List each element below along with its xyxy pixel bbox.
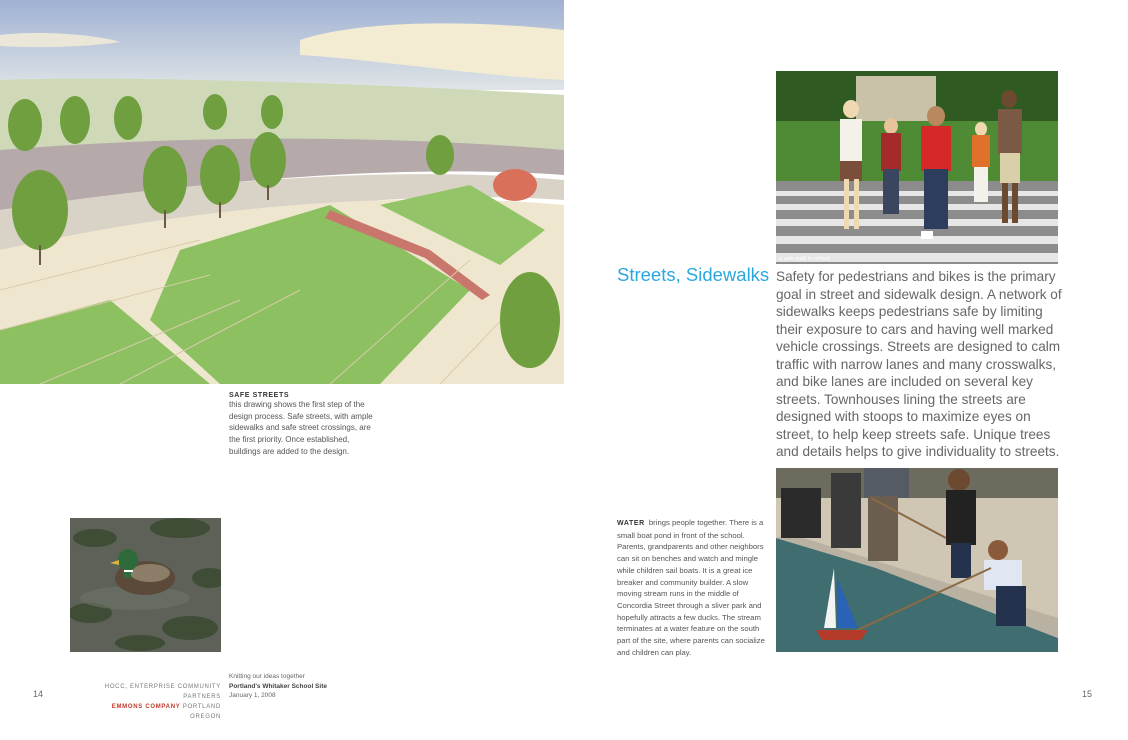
footer-location: PORTLAND OREGON — [182, 704, 221, 720]
footer-doc-title: Knitting our ideas together — [229, 673, 305, 680]
duck-photo — [70, 518, 221, 652]
water-caption-title: WATER — [617, 520, 645, 527]
boat-pond-photo-art — [776, 468, 1058, 652]
footer-doc-site: Portland's Whitaker School Site — [229, 682, 327, 690]
water-caption — [617, 517, 769, 658]
aerial-drawing — [0, 0, 564, 384]
footer-firm: EMMONS COMPANY — [111, 704, 181, 710]
kids-crosswalk-photo-art — [776, 71, 1058, 264]
duck-photo-art — [70, 518, 221, 652]
footer-firm-line — [90, 702, 221, 722]
section-body: Safety for pedestrians and bikes is the primary goal in street and sidewalk design. A network of sidewalks keeps pedestrians safe by limiting their exposure to cars and having well marked vehicle crossings. Streets are designed to calm traffic with narrow lanes and many crosswalks, and bike lanes are included on several key streets. Townhouses lining the streets are designed with stoops to maximize eyes on street, to help keep streets safe. Unique trees and details helps to give individuality to streets. — [776, 269, 1062, 459]
water-caption-body: brings people together. There is a small boat pond in front of the school. Parents, grandparents and other neighbors can sit on benches and watch and mingle while children sail boats. It is a great ice breaker and community builder. A slow moving stream runs in the middle of Concordia Street through a sliver park and hopefully attracts a few ducks. The stream terminates at a water feature on the south part of the site, where parents can socialize and children can play. — [617, 518, 765, 657]
page-number-right: 15 — [1082, 689, 1093, 699]
kids-crosswalk-photo — [776, 71, 1058, 264]
page-number-left: 14 — [33, 689, 44, 699]
footer-doc-date: January 1, 2008 — [229, 692, 276, 700]
boat-pond-photo — [776, 468, 1058, 652]
footer-partners: HOCC, ENTERPRISE COMMUNITY PARTNERS — [104, 684, 221, 700]
safe-streets-caption-title: SAFE STREETS — [229, 392, 290, 399]
safe-streets-caption-body: this drawing shows the first step of the design process. Safe streets, with ample sidewalks and safe street crossings, are the first priority. Once established, buildings are added to the design. — [229, 400, 373, 456]
footer-document-info — [229, 672, 429, 701]
footer-credits — [90, 682, 221, 722]
section-title: Streets, Sidewalks — [617, 264, 770, 285]
kids-photo-caption: a safe walk to school — [779, 256, 831, 262]
aerial-drawing-art — [0, 0, 564, 384]
safe-streets-caption — [229, 392, 379, 458]
